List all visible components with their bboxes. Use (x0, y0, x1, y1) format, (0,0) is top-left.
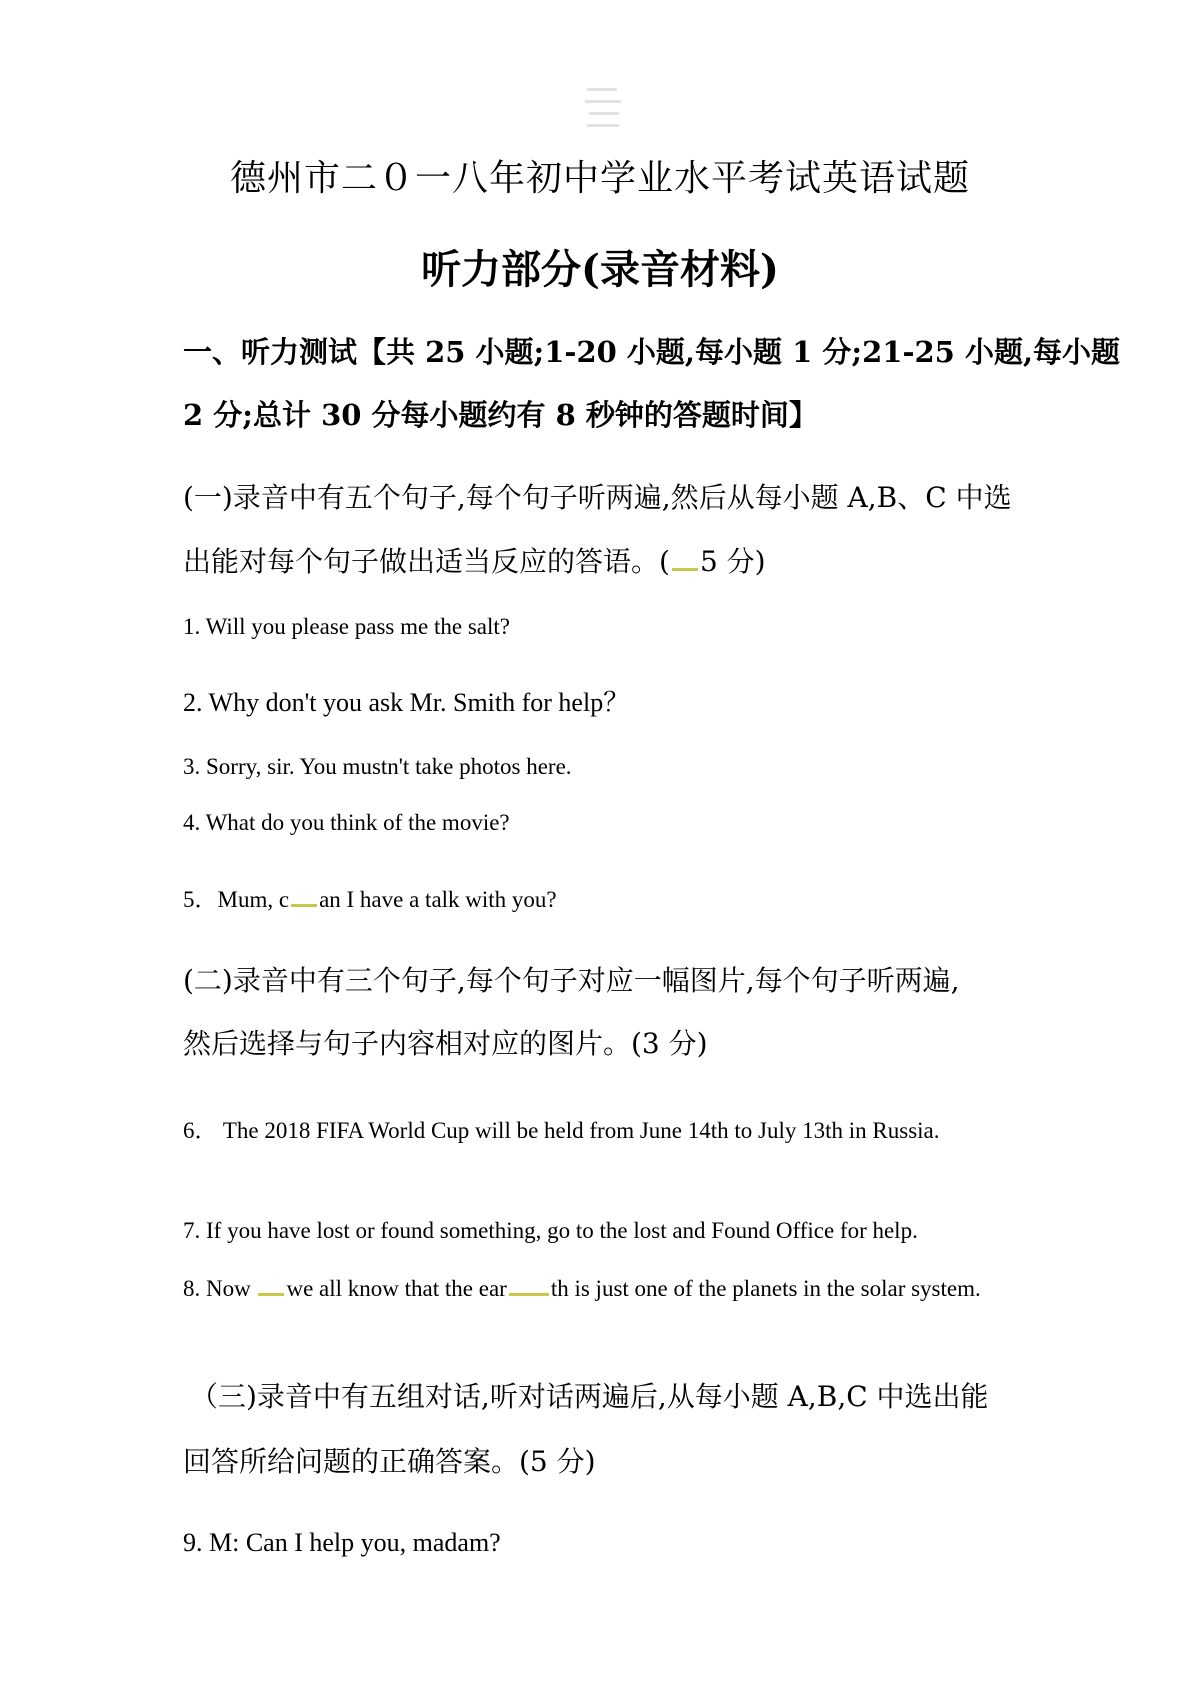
question-1: 1. Will you please pass me the salt? (183, 614, 510, 639)
question-8 (183, 1276, 981, 1302)
highlight-mark (509, 1293, 549, 1296)
question-2: 2. Why don't you ask Mr. Smith for help？ (183, 688, 630, 717)
question-7: 7. If you have lost or found something, go to the lost and Found Office for help. (183, 1218, 918, 1243)
question-9: 9. M: Can I help you, madam? (183, 1528, 501, 1557)
part1-instructions-line1: 一、听力测试【共 25 小题;1-20 小题,每小题 1 分;21-25 小题,每小题 (183, 335, 1121, 369)
page-subtitle: 听力部分(录音材料) (421, 246, 779, 293)
question-8-part3: th is just one of the planets in the solar system. (550, 1276, 981, 1301)
watermark-icon (585, 86, 627, 134)
section1-instructions-line1: (一)录音中有五个句子,每个句子听两遍,然后从每小题 A,B、C 中选 (183, 481, 1012, 514)
section1-instructions-line2 (183, 540, 766, 580)
question-8-part1: 8. Now (183, 1276, 251, 1301)
section1-instructions-text: 出能对每个句子做出适当反应的答语。( (183, 545, 670, 578)
question-5-part1: 5．Mum, c (183, 887, 290, 912)
section1-score: 5 分) (699, 545, 766, 578)
question-5-part2: an I have a talk with you? (319, 887, 557, 912)
section3-instructions-line1: （三)录音中有五组对话,听对话两遍后,从每小题 A,B,C 中选出能 (190, 1380, 989, 1413)
section2-instructions-line1: (二)录音中有三个句子,每个句子对应一幅图片,每个句子听两遍, (183, 964, 960, 997)
watermark-stamp (585, 86, 627, 138)
highlight-mark (258, 1293, 284, 1296)
section2-instructions-line2: 然后选择与句子内容相对应的图片。(3 分) (183, 1027, 708, 1060)
question-4: 4. What do you think of the movie? (183, 810, 510, 835)
question-8-part2: we all know that the ear (286, 1276, 507, 1301)
highlight-mark (672, 568, 698, 571)
section3-instructions-line2: 回答所给问题的正确答案。(5 分) (183, 1445, 596, 1478)
question-5 (183, 881, 557, 914)
page-title: 德州市二０一八年初中学业水平考试英语试题 (229, 158, 970, 199)
highlight-mark (291, 904, 317, 907)
part1-instructions-line2: 2 分;总计 30 分每小题约有 8 秒钟的答题时间】 (183, 398, 818, 432)
question-3: 3. Sorry, sir. You mustn't take photos here. (183, 754, 572, 779)
question-6: 6． The 2018 FIFA World Cup will be held from June 14th to July 13th in Russia. (183, 1118, 940, 1143)
